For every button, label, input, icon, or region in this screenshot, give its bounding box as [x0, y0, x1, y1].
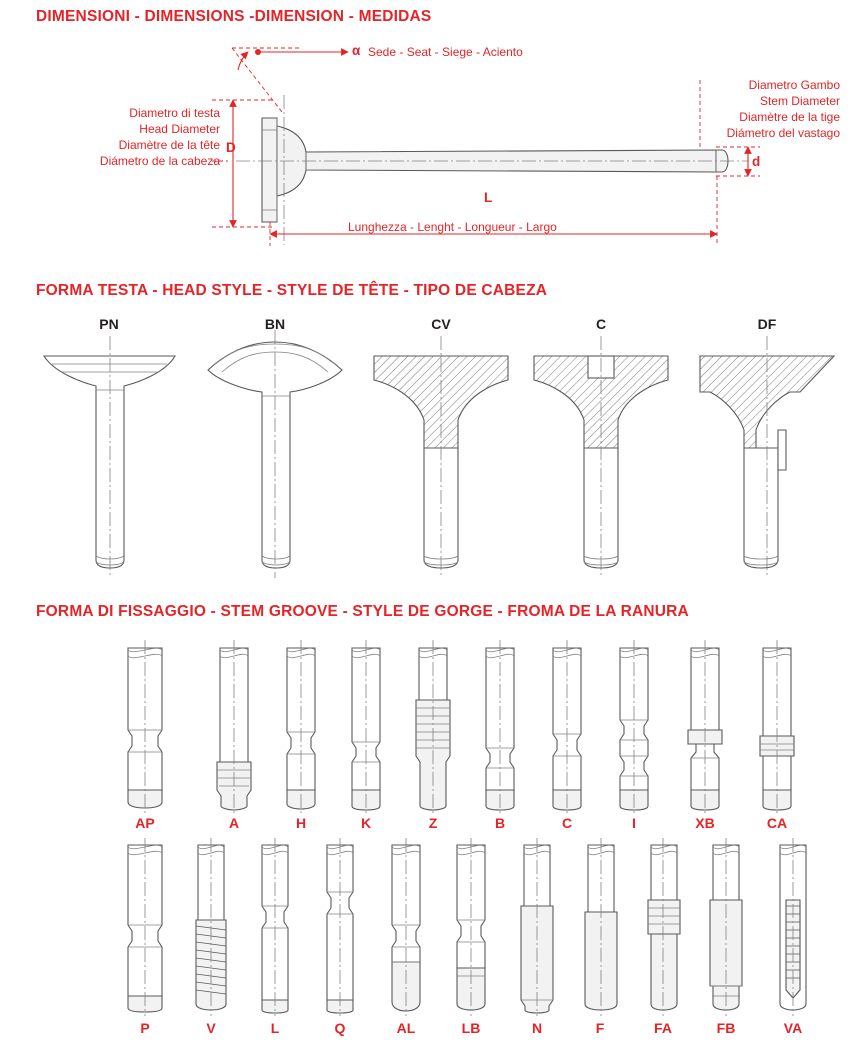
- head-style-bn-drawing: [208, 330, 342, 578]
- stem-groove-label-k: K: [360, 815, 372, 831]
- section-title-head-style: FORMA TESTA - HEAD STYLE - STYLE DE TÊTE - TIPO DE CABEZA: [36, 282, 548, 299]
- label-dim-d-head: D: [226, 140, 236, 155]
- stem-groove-label-i: I: [632, 815, 636, 831]
- head-style-cv-drawing: [374, 336, 508, 578]
- label-length: Lunghezza - Lenght - Longueur - Largo: [348, 220, 557, 234]
- stem-groove-label-lb: LB: [461, 1020, 481, 1036]
- head-style-label-c: C: [595, 316, 607, 332]
- stem-groove-z-drawing: [416, 640, 450, 814]
- label-head-diameter-en: Head Diameter: [139, 122, 220, 136]
- stem-groove-v-drawing: [196, 838, 226, 1016]
- stem-groove-label-h: H: [295, 815, 307, 831]
- stem-groove-lb-drawing: [457, 838, 485, 1016]
- stem-groove-p-drawing: [128, 838, 162, 1016]
- stem-groove-label-b: B: [494, 815, 506, 831]
- label-seat: Sede - Seat - Siege - Aciento: [368, 45, 523, 59]
- stem-groove-n-drawing: [521, 838, 553, 1016]
- stem-groove-xb-drawing: [688, 640, 722, 814]
- stem-groove-label-n: N: [531, 1020, 543, 1036]
- stem-groove-label-xb: XB: [695, 815, 715, 831]
- stem-groove-label-fa: FA: [654, 1020, 672, 1036]
- stem-groove-c-drawing: [553, 640, 581, 814]
- head-style-df-drawing: [700, 336, 834, 578]
- label-head-diameter-fr: Diamètre de la tête: [118, 138, 220, 152]
- stem-groove-ap-drawing: [128, 640, 162, 814]
- label-dim-d-stem: d: [752, 154, 761, 169]
- stem-groove-k-drawing: [352, 640, 380, 814]
- label-stem-diameter-es: Diámetro del vastago: [726, 126, 840, 140]
- stem-groove-label-c: C: [561, 815, 573, 831]
- stem-groove-va-drawing: [780, 838, 806, 1016]
- stem-groove-fa-drawing: [648, 838, 680, 1016]
- stem-groove-label-z: Z: [428, 815, 438, 831]
- stem-groove-label-ap: AP: [135, 815, 155, 831]
- stem-groove-label-l: L: [270, 1020, 280, 1036]
- stem-groove-b-drawing: [486, 640, 514, 814]
- stem-groove-label-a: A: [228, 815, 240, 831]
- stem-groove-label-v: V: [206, 1020, 216, 1036]
- stem-groove-label-al: AL: [396, 1020, 416, 1036]
- label-stem-diameter-it: Diametro Gambo: [748, 78, 840, 92]
- label-stem-diameter-fr: Diamètre de la tige: [739, 110, 840, 124]
- stem-groove-h-drawing: [287, 640, 315, 814]
- stem-groove-label-p: P: [140, 1020, 150, 1036]
- stem-groove-label-va: VA: [783, 1020, 803, 1036]
- stem-groove-ca-drawing: [760, 640, 794, 814]
- stem-groove-f-drawing: [585, 838, 617, 1016]
- label-head-diameter-it: Diametro di testa: [129, 106, 220, 120]
- head-style-pn-drawing: [44, 336, 175, 578]
- head-style-label-df: DF: [757, 316, 777, 332]
- section-title-dimensions: DIMENSIONI - DIMENSIONS -DIMENSION - MEDIDAS: [36, 8, 432, 25]
- head-style-label-pn: PN: [99, 316, 119, 332]
- stem-groove-q-drawing: [327, 838, 353, 1016]
- head-style-label-cv: CV: [431, 316, 451, 332]
- label-head-diameter-es: Diámetro de la cabeza: [99, 154, 220, 168]
- label-alpha: α: [352, 43, 361, 58]
- label-stem-diameter-en: Stem Diameter: [759, 94, 840, 108]
- stem-groove-label-f: F: [595, 1020, 605, 1036]
- label-dim-l: L: [484, 190, 493, 205]
- section-title-stem-groove: FORMA DI FISSAGGIO - STEM GROOVE - STYLE DE GORGE - FROMA DE LA RANURA: [36, 603, 689, 620]
- head-style-c-drawing: [534, 336, 668, 578]
- stem-groove-label-fb: FB: [716, 1020, 736, 1036]
- stem-groove-al-drawing: [392, 838, 420, 1016]
- stem-groove-l-drawing: [262, 838, 288, 1016]
- stem-groove-label-q: Q: [334, 1020, 346, 1036]
- stem-groove-fb-drawing: [710, 838, 742, 1016]
- stem-groove-a-drawing: [217, 640, 251, 814]
- head-style-label-bn: BN: [264, 316, 286, 332]
- stem-groove-label-ca: CA: [766, 815, 788, 831]
- stem-groove-i-drawing: [620, 640, 648, 814]
